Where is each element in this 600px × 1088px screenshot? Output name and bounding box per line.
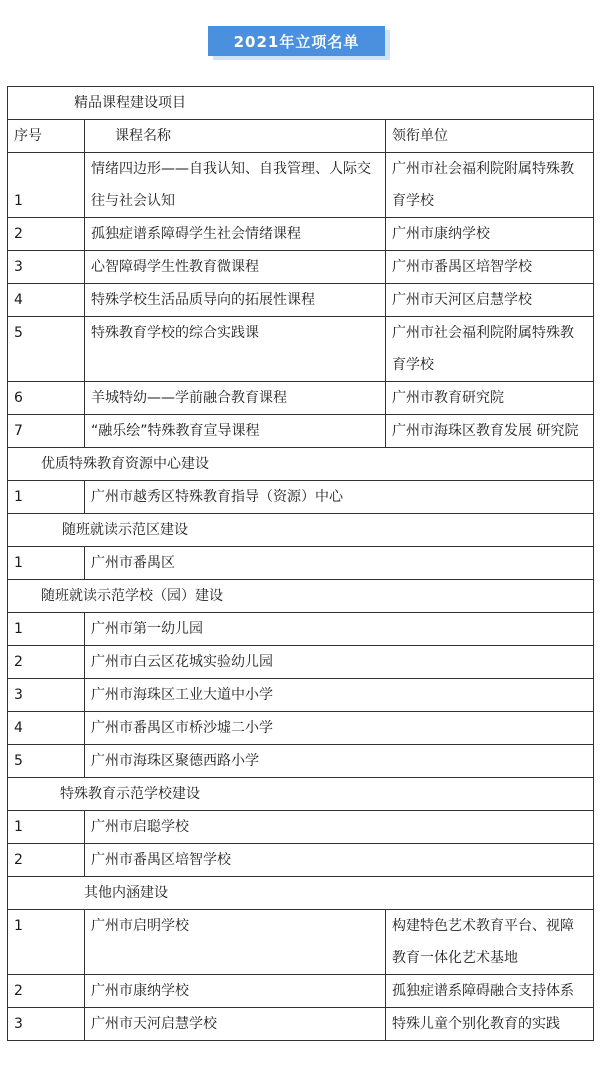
row-name: 心智障碍学生性教育微课程 xyxy=(85,251,386,284)
section-row-resource xyxy=(8,448,594,481)
row-no: 2 xyxy=(8,646,85,679)
table-row xyxy=(8,712,594,745)
page-title: 2021年立项名单 xyxy=(208,26,385,56)
table-row xyxy=(8,975,594,1008)
row-no: 1 xyxy=(8,153,85,218)
table-row xyxy=(8,218,594,251)
row-lead: 广州市番禺区培智学校 xyxy=(386,251,594,284)
section-row-special xyxy=(8,778,594,811)
project-table xyxy=(7,86,594,1041)
row-project: 构建特色艺术教育平台、视障教育一体化艺术基地 xyxy=(386,910,594,975)
section-title: 其他内涵建设 xyxy=(8,877,594,910)
row-name: 广州市海珠区聚德西路小学 xyxy=(85,745,594,778)
header-no: 序号 xyxy=(8,120,85,153)
row-name: 特殊学校生活品质导向的拓展性课程 xyxy=(85,284,386,317)
row-no: 1 xyxy=(8,811,85,844)
row-no: 3 xyxy=(8,679,85,712)
row-lead: 广州市海珠区教育发展 研究院 xyxy=(386,415,594,448)
table-row xyxy=(8,1008,594,1041)
table-row xyxy=(8,251,594,284)
row-no: 4 xyxy=(8,712,85,745)
section-title: 精品课程建设项目 xyxy=(8,87,594,120)
section-row-other xyxy=(8,877,594,910)
section-title: 随班就读示范学校（园）建设 xyxy=(8,580,594,613)
header-row xyxy=(8,120,594,153)
title-banner xyxy=(0,26,600,60)
table-row xyxy=(8,153,594,218)
section-title: 优质特殊教育资源中心建设 xyxy=(8,448,594,481)
section-row-courses xyxy=(8,87,594,120)
row-no: 5 xyxy=(8,745,85,778)
row-lead: 广州市教育研究院 xyxy=(386,382,594,415)
section-title: 随班就读示范区建设 xyxy=(8,514,594,547)
row-name: 特殊教育学校的综合实践课 xyxy=(85,317,386,382)
row-no: 5 xyxy=(8,317,85,382)
row-name: 广州市第一幼儿园 xyxy=(85,613,594,646)
row-no: 1 xyxy=(8,547,85,580)
row-no: 7 xyxy=(8,415,85,448)
row-no: 2 xyxy=(8,218,85,251)
row-name: 广州市番禺区市桥沙墟二小学 xyxy=(85,712,594,745)
row-lead: 广州市社会福利院附属特殊教育学校 xyxy=(386,317,594,382)
row-name: 广州市天河启慧学校 xyxy=(85,1008,386,1041)
row-no: 3 xyxy=(8,251,85,284)
row-name: 广州市启明学校 xyxy=(85,910,386,975)
table-row xyxy=(8,547,594,580)
row-project: 特殊儿童个别化教育的实践 xyxy=(386,1008,594,1041)
row-name: 广州市海珠区工业大道中小学 xyxy=(85,679,594,712)
row-name: 羊城特幼——学前融合教育课程 xyxy=(85,382,386,415)
table-row xyxy=(8,745,594,778)
row-project: 孤独症谱系障碍融合支持体系 xyxy=(386,975,594,1008)
row-name: “融乐绘”特殊教育宣导课程 xyxy=(85,415,386,448)
section-title: 特殊教育示范学校建设 xyxy=(8,778,594,811)
table-row xyxy=(8,910,594,975)
row-no: 6 xyxy=(8,382,85,415)
section-row-schools xyxy=(8,580,594,613)
table-row xyxy=(8,284,594,317)
section-row-districts xyxy=(8,514,594,547)
header-name: 课程名称 xyxy=(85,120,386,153)
table-row xyxy=(8,811,594,844)
row-lead: 广州市社会福利院附属特殊教育学校 xyxy=(386,153,594,218)
row-lead: 广州市天河区启慧学校 xyxy=(386,284,594,317)
row-lead: 广州市康纳学校 xyxy=(386,218,594,251)
row-name: 广州市康纳学校 xyxy=(85,975,386,1008)
table-row xyxy=(8,481,594,514)
row-no: 3 xyxy=(8,1008,85,1041)
table-row xyxy=(8,844,594,877)
row-no: 1 xyxy=(8,481,85,514)
row-name: 广州市白云区花城实验幼儿园 xyxy=(85,646,594,679)
table-row xyxy=(8,679,594,712)
row-name: 广州市番禺区培智学校 xyxy=(85,844,594,877)
table-row xyxy=(8,646,594,679)
table-row xyxy=(8,613,594,646)
row-no: 2 xyxy=(8,844,85,877)
row-name: 孤独症谱系障碍学生社会情绪课程 xyxy=(85,218,386,251)
row-name: 广州市番禺区 xyxy=(85,547,594,580)
row-no: 1 xyxy=(8,613,85,646)
header-lead: 领衔单位 xyxy=(386,120,594,153)
table-row xyxy=(8,382,594,415)
row-no: 1 xyxy=(8,910,85,975)
row-name: 广州市启聪学校 xyxy=(85,811,594,844)
row-name: 情绪四边形——自我认知、自我管理、人际交往与社会认知 xyxy=(85,153,386,218)
row-no: 2 xyxy=(8,975,85,1008)
table-row xyxy=(8,415,594,448)
row-name: 广州市越秀区特殊教育指导（资源）中心 xyxy=(85,481,594,514)
row-no: 4 xyxy=(8,284,85,317)
table-row xyxy=(8,317,594,382)
